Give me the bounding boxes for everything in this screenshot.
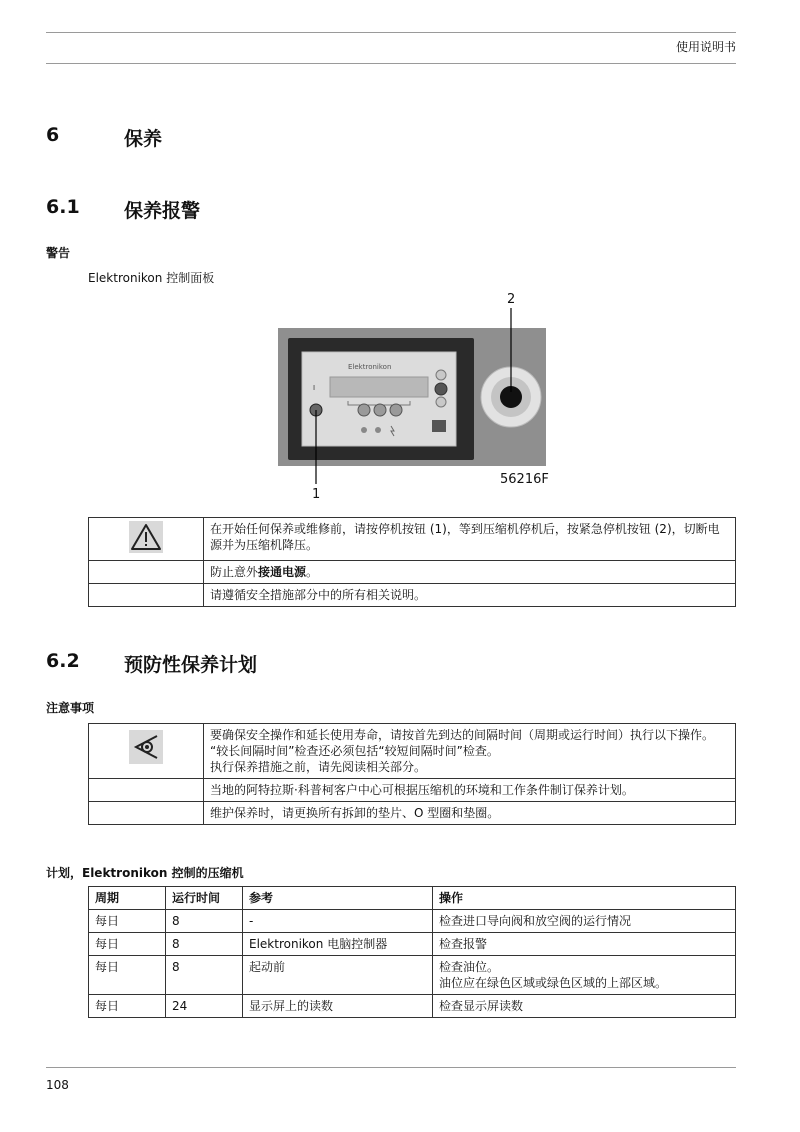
- plan-label: 计划，Elektronikon 控制的压缩机: [46, 866, 244, 880]
- notice-table: [88, 723, 736, 825]
- column-header: 运行时间: [166, 887, 243, 910]
- f2-button: [374, 404, 386, 416]
- warning-label: 警告: [46, 246, 71, 260]
- warning-icon-cell: [89, 518, 204, 561]
- figure-id: 56216F: [500, 472, 549, 487]
- notice-label: 注意事项: [46, 701, 95, 715]
- warning-row-1: 在开始任何保养或维修前，请按停机按钮 (1)，等到压缩机停机后，按紧急停机按钮 (2)，切断电源并为压缩机降压。: [204, 518, 736, 561]
- control-panel-figure: [0, 0, 800, 520]
- figure-label-1: 1: [312, 487, 321, 502]
- notice-row-3: 维护保养时，请更换所有拆卸的垫片、O 型圈和垫圈。: [204, 802, 736, 825]
- notice-row-1: 要确保安全操作和延长使用寿命，请按首先到达的间隔时间（周期或运行时间）执行以下操作。 “较长间隔时间”检查还必须包括“较短间隔时间”检查。 执行保养措施之前，请先阅读相关部分。: [204, 724, 736, 779]
- section-title: 保养报警: [124, 200, 201, 222]
- svg-text:I: I: [313, 384, 316, 392]
- brand-label: Elektronikon: [348, 363, 392, 371]
- document-title: 使用说明书: [675, 40, 736, 54]
- section-title: 预防性保养计划: [124, 654, 258, 676]
- column-header: 参考: [243, 887, 433, 910]
- enter-button: [435, 383, 447, 395]
- page-number: 108: [46, 1078, 69, 1092]
- eye-caution-icon: [129, 730, 163, 764]
- warning-table: [88, 517, 736, 607]
- table-row: 每日 8 Elektronikon 电脑控制器 检查报警: [89, 933, 736, 956]
- table-row: 每日 8 起动前 检查油位。 油位应在绿色区域或绿色区域的上部区域。: [89, 956, 736, 995]
- logo-icon: [432, 420, 446, 432]
- section-number: 6.2: [46, 650, 80, 672]
- footer-rule: [46, 1067, 736, 1068]
- column-header: 周期: [89, 887, 166, 910]
- table-row: 每日 24 显示屏上的读数 检查显示屏读数: [89, 995, 736, 1018]
- f1-button: [358, 404, 370, 416]
- notice-row-2: 当地的阿特拉斯·科普柯客户中心可根据压缩机的环境和工作条件制订保养计划。: [204, 779, 736, 802]
- lcd-display: [330, 377, 428, 397]
- up-button: [436, 370, 446, 380]
- warning-triangle-icon: [129, 521, 163, 553]
- f3-button: [390, 404, 402, 416]
- panel-caption: Elektronikon 控制面板: [88, 271, 215, 285]
- warning-row-3: 请遵循安全措施部分中的所有相关说明。: [204, 584, 736, 607]
- section-number: 6: [46, 124, 60, 146]
- down-button: [436, 397, 446, 407]
- notice-icon-cell: [89, 724, 204, 779]
- figure-label-2: 2: [507, 292, 516, 307]
- section-number: 6.1: [46, 196, 80, 218]
- section-title: 保养: [124, 128, 163, 150]
- table-row: 每日 8 - 检查进口导向阀和放空阀的运行情况: [89, 910, 736, 933]
- column-header: 操作: [433, 887, 736, 910]
- maintenance-plan-table: [88, 886, 736, 1018]
- warning-row-2: 防止意外接通电源。: [204, 561, 736, 584]
